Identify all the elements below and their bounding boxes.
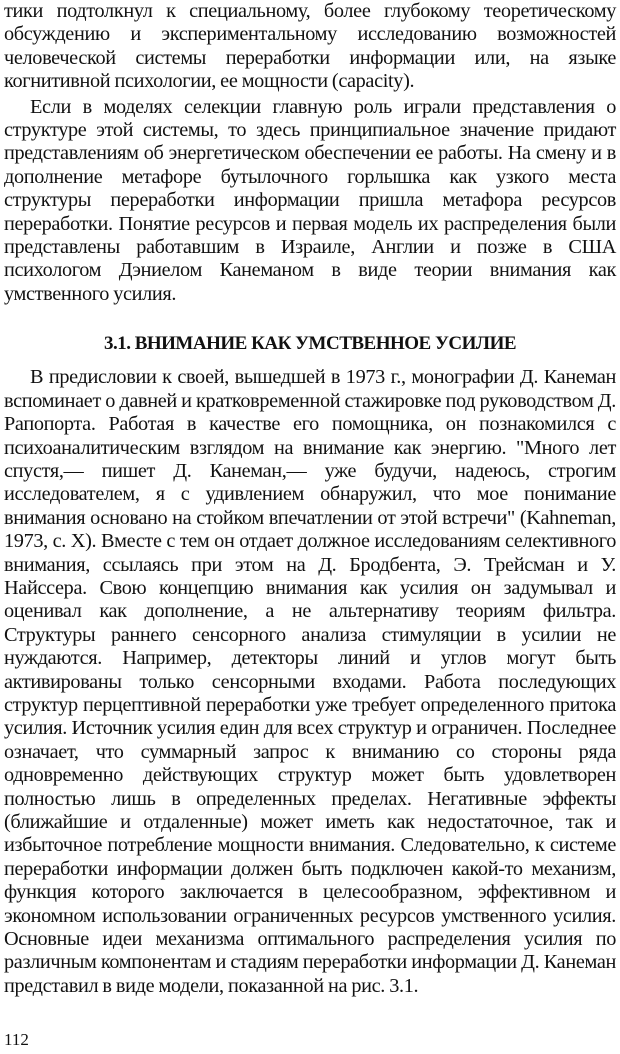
section-heading: 3.1. ВНИМАНИЕ КАК УМСТВЕННОЕ УСИЛИЕ [103,333,517,355]
paragraph-continued: тики подтолкнул к специальному, более глубокому теоретическому обсуждению и экспериментальному исследованию возможностей человеческой системы переработки информации или, на языке когнитивной психологии, ее мощности (capacity). [4,0,616,93]
page-number: 112 [4,1030,29,1049]
paragraph-resources-intro: Если в моделях селекции главную роль играли представления о структуре этой системы, то здесь принципиальное значение придают представлениям об энергетическом обеспечении ее работы. На смену и в дополнение метафоре бутылочного горлышка как узкого места структуры переработки информации пришла метафора ресурсов переработки. Понятие ресурсов и первая модель их распределения были представлены работавшим в Израиле, Англии и позже в США психологом Дэниелом Канеманом в виде теории внимания как умственного усилия. [4,95,616,305]
paragraph-kahneman: В предисловии к своей, вышедшей в 1973 г., монографии Д. Канеман вспоминает о давней и кратковременной стажировке под руководством Д. Рапопорта. Работая в качестве его помощника, он познакомился с психоаналитическим взглядом на внимание как энергию. "Много лет спустя,— пишет Д. Канеман,— уже будучи, надеюсь, строгим исследователем, я с удивлением обнаружил, что мое понимание внимания основано на стойком впечатлении от этой встречи" (Kahneman, 1973, с. X). Вместе с тем он отдает должное исследованиям селективного внимания, ссылаясь при этом на Д. Бродбента, Э. Трейсман и У. Найссера. Свою концепцию внимания как усилия он задумывал и оценивал как дополнение, а не альтернативу теориям фильтра. Структуры раннего сенсорного анализа стимуляции в усилии не нуждаются. Например, детекторы линий и углов могут быть активированы только сенсорными входами. Работа последующих структур перцептивной переработки уже требует определенного притока усилия. Источник усилия един для всех структур и ограничен. Последнее означает, что суммарный запрос к вниманию со стороны ряда одновременно действующих структур может быть удовлетворен полностью лишь в определенных пределах. Негативные эффекты (ближайшие и отдаленные) может иметь как недостаточное, так и избыточное потребление мощности внимания. Следовательно, к системе переработки информации должен быть подключен какой-то механизм, функция которого заключается в целесообразном, эффективном и экономном использовании ограниченных ресурсов умственного усилия. Основные идеи механизма оптимального распределения усилия по различным компонентам и стадиям переработки информации Д. Канеман представил в виде модели, показанной на рис. 3.1. [4,366,616,997]
book-page [4,0,616,998]
